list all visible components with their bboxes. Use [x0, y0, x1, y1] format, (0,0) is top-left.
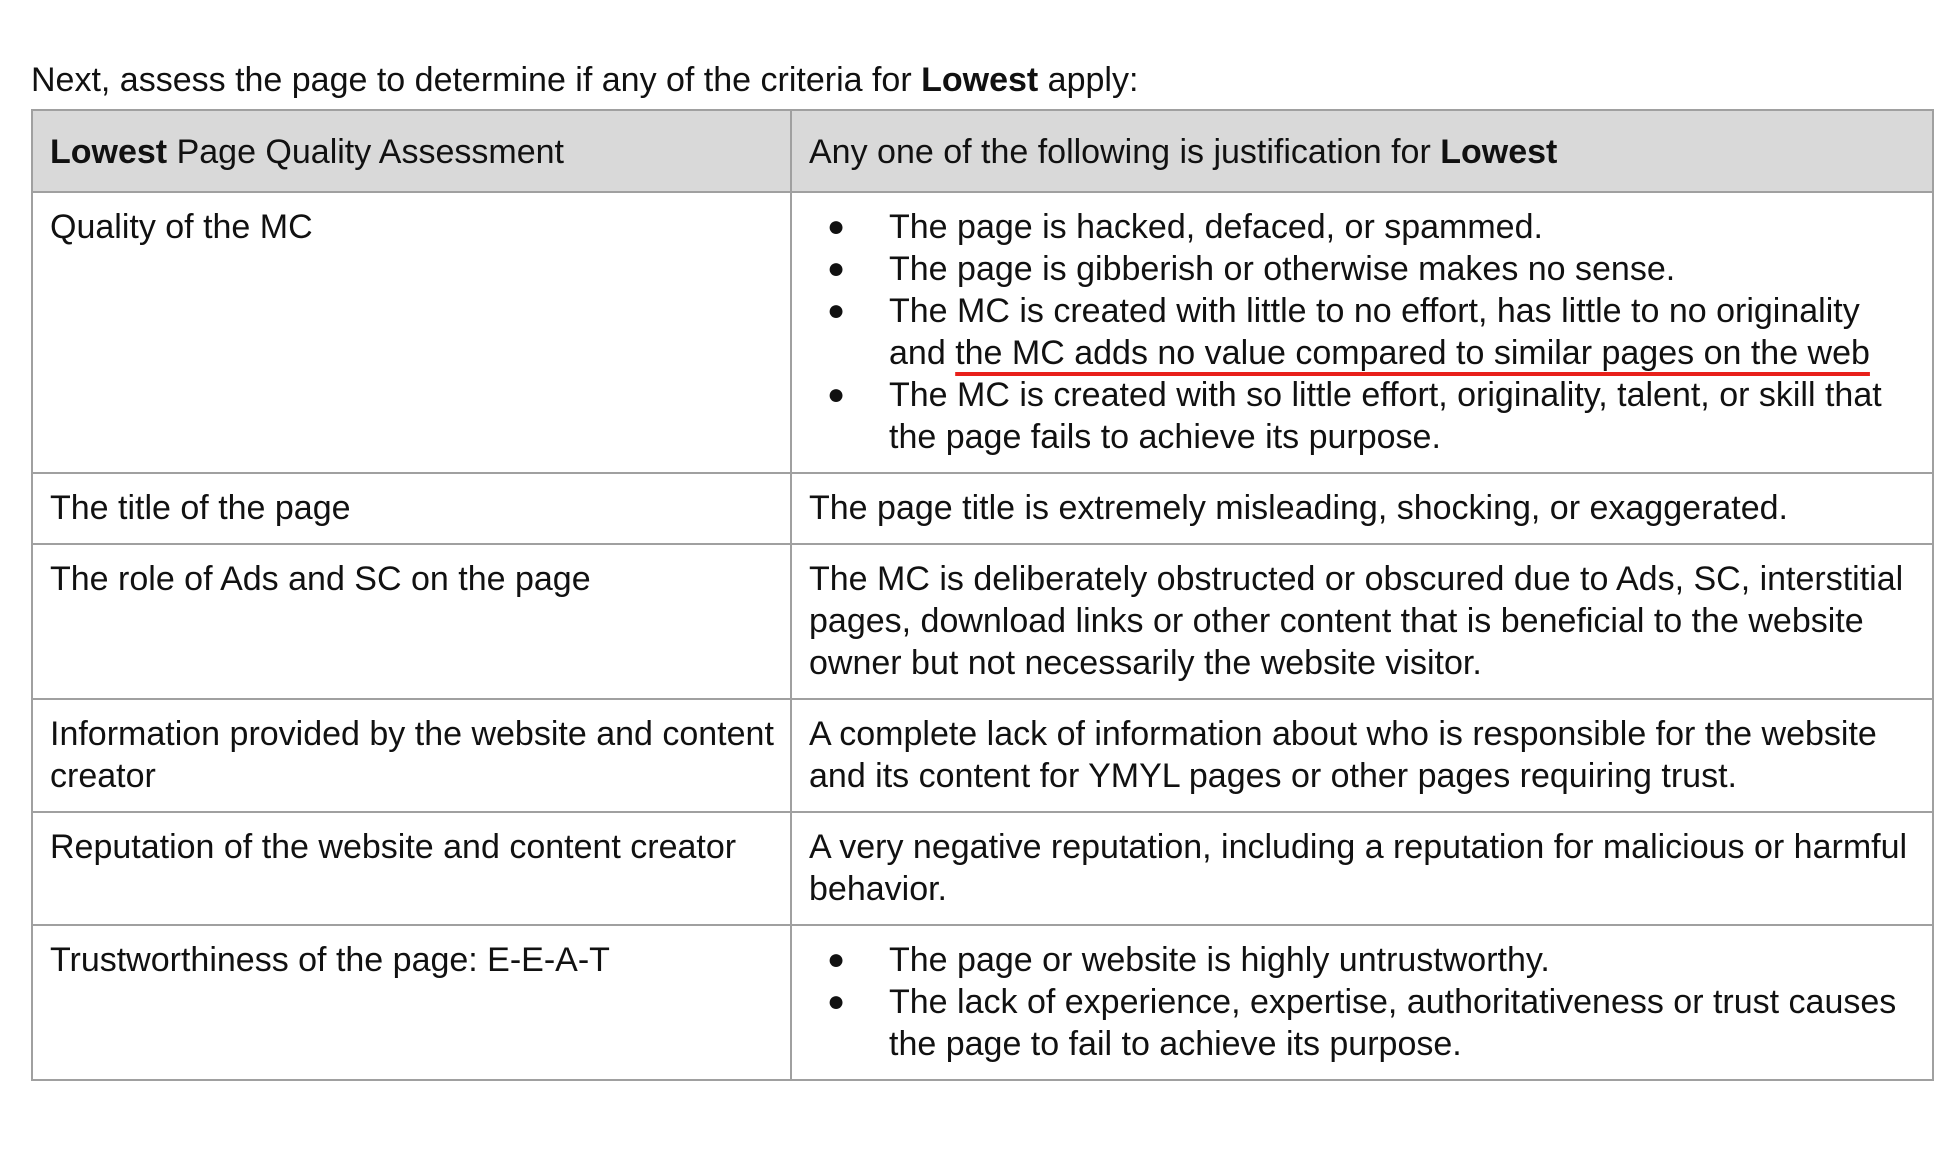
header-justification-bold: Lowest [1440, 133, 1558, 171]
justification-cell: The MC is deliberately obstructed or obscured due to Ads, SC, interstitial pages, download links or other content that is beneficial to the website owner but not necessarily the website visitor. [791, 544, 1933, 699]
justification-cell: A very negative reputation, including a reputation for malicious or harmful behavior. [791, 812, 1933, 925]
criterion-cell: Information provided by the website and content creator [32, 699, 791, 812]
list-item-text: The page or website is highly untrustworthy. [889, 941, 1550, 979]
bullet-icon: ● [827, 943, 846, 976]
criterion-cell: Trustworthiness of the page: E-E-A-T [32, 925, 791, 1080]
lowest-criteria-table [31, 109, 1934, 1081]
red-underlined-phrase: the MC adds no value compared to similar pages on the web [955, 334, 1870, 372]
table-row [32, 925, 1933, 1080]
intro-text-after: apply: [1038, 61, 1139, 99]
list-item-text: The page is gibberish or otherwise makes no sense. [889, 250, 1676, 288]
table-header-row [32, 110, 1933, 192]
justification-cell [791, 192, 1933, 473]
list-item [809, 939, 1916, 981]
list-item-text: The MC is created with little to no effort, has little to no originality and [889, 292, 1860, 372]
criterion-cell: Quality of the MC [32, 192, 791, 473]
list-item [809, 290, 1916, 374]
justification-cell: The page title is extremely misleading, shocking, or exaggerated. [791, 473, 1933, 544]
bullet-list [809, 939, 1916, 1065]
header-justification-text: Any one of the following is justification for [809, 133, 1441, 171]
header-assessment [32, 110, 791, 192]
header-justification [791, 110, 1933, 192]
justification-cell [791, 925, 1933, 1080]
list-item [809, 981, 1916, 1065]
intro-paragraph [31, 58, 1138, 102]
list-item [809, 248, 1916, 290]
header-assessment-rest: Page Quality Assessment [167, 133, 564, 171]
bullet-icon: ● [827, 252, 846, 285]
justification-cell: A complete lack of information about who is responsible for the website and its content for YMYL pages or other pages requiring trust. [791, 699, 1933, 812]
table-row [32, 812, 1933, 925]
bullet-icon: ● [827, 378, 846, 411]
list-item-text: The lack of experience, expertise, authoritativeness or trust causes the page to fail to achieve its purpose. [889, 983, 1897, 1063]
table-row [32, 699, 1933, 812]
list-item-text: The page is hacked, defaced, or spammed. [889, 208, 1543, 246]
intro-text-before: Next, assess the page to determine if any of the criteria for [31, 61, 922, 99]
table-row [32, 473, 1933, 544]
intro-bold-lowest: Lowest [921, 61, 1039, 99]
header-assessment-bold: Lowest [50, 133, 168, 171]
bullet-icon: ● [827, 210, 846, 243]
criterion-cell: The title of the page [32, 473, 791, 544]
bullet-list [809, 206, 1916, 458]
bullet-icon: ● [827, 985, 846, 1018]
table-row [32, 544, 1933, 699]
list-item [809, 374, 1916, 458]
criterion-cell: Reputation of the website and content creator [32, 812, 791, 925]
criterion-cell: The role of Ads and SC on the page [32, 544, 791, 699]
list-item-text: The MC is created with so little effort, originality, talent, or skill that the page fails to achieve its purpose. [889, 376, 1882, 456]
list-item [809, 206, 1916, 248]
bullet-icon: ● [827, 294, 846, 327]
table-row [32, 192, 1933, 473]
